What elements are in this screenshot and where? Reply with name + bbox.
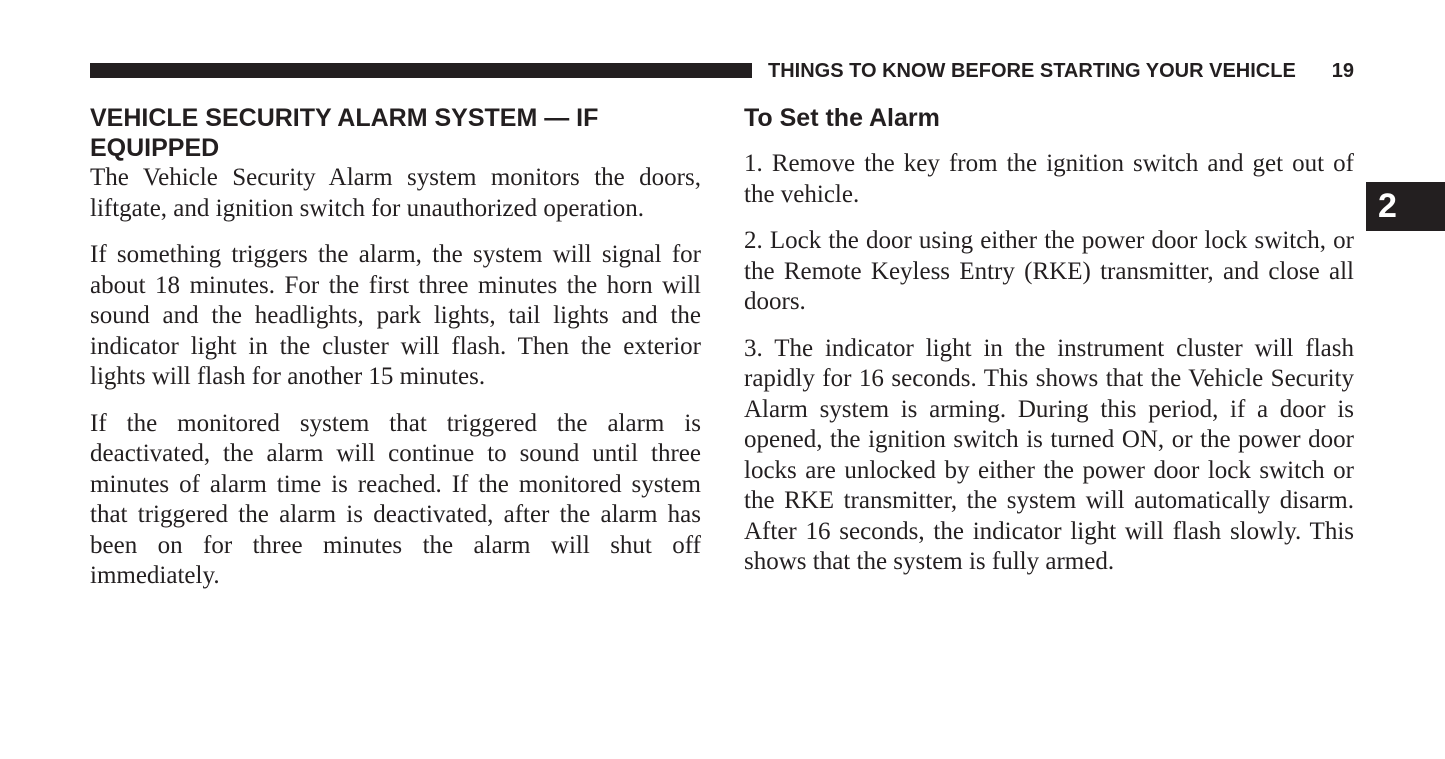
right-column <box>744 103 1354 594</box>
step-3: 3. The indicator light in the instrument cluster will flash rapidly for 16 seconds. This shows that the Vehicle Security Alarm system is arming. During this period, if a door is opened, the ignition switch is turned ON, or the power door locks are unlocked by either the power door lock switch or the RKE transmitter, the system will automatically disarm. After 16 seconds, the indicator light will flash slowly. This shows that the system is fully armed. <box>744 334 1354 575</box>
paragraph-2: If something triggers the alarm, the system will signal for about 18 minutes. For the first three minutes the horn will sound and the headlights, park lights, tail lights and the indicator light in the cluster will flash. Then the exterior lights will flash for another 15 minutes. <box>90 241 701 390</box>
page-number: 19 <box>1331 60 1354 82</box>
paragraph-3: If the monitored system that triggered the alarm is deactivated, the alarm will continue to sound until three minutes of alarm time is reached. If the monitored system that triggered the alarm is deactivated, after the alarm has been on for three minutes the alarm will shut off immediately. <box>90 409 701 589</box>
header-rule <box>90 63 752 78</box>
step-2: 2. Lock the door using either the power door lock switch, or the Remote Keyless Entry (RKE) transmitter, and close all doors. <box>744 227 1354 315</box>
step-1: 1. Remove the key from the ignition switch and get out of the vehicle. <box>744 150 1354 208</box>
subsection-heading: To Set the Alarm <box>744 104 940 132</box>
running-header-title: THINGS TO KNOW BEFORE STARTING YOUR VEHICLE <box>768 60 1296 82</box>
chapter-tab: 2 <box>1366 182 1445 231</box>
running-header <box>768 59 1354 83</box>
section-heading: VEHICLE SECURITY ALARM SYSTEM — IF EQUIPPED <box>90 104 599 162</box>
left-column <box>90 103 701 608</box>
paragraph-1: The Vehicle Security Alarm system monitors the doors, liftgate, and ignition switch for unauthorized operation. <box>90 164 701 222</box>
